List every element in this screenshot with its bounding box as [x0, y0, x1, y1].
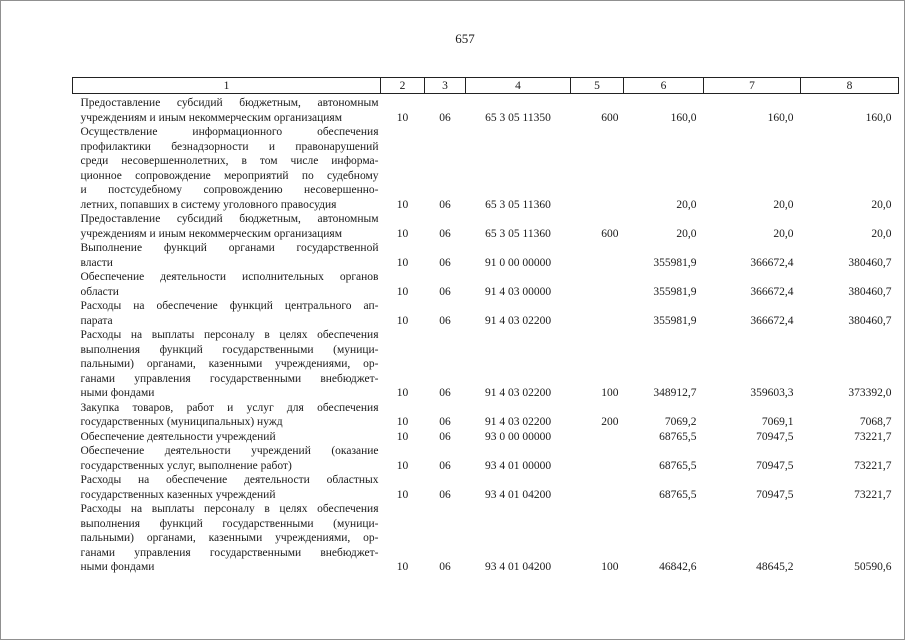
desc-line: пальными) органами, казенными учреждениями, ор-: [80, 358, 379, 370]
table-row: [73, 502, 899, 575]
table-cell: 10: [396, 416, 409, 428]
table-body: [73, 94, 899, 575]
table-row: [73, 270, 899, 299]
header-cell: 5: [571, 78, 624, 94]
table-cell: 10: [396, 561, 409, 573]
table-cell: 366672,4: [750, 285, 794, 298]
table-cell: 7069,2: [664, 416, 697, 428]
table-cell: 65 3 05 11360: [485, 198, 551, 211]
table-cell: 06: [439, 488, 451, 501]
desc-line: Предоставление субсидий бюджетным, автономным: [80, 213, 379, 225]
table-row: [73, 212, 899, 241]
row-description: [73, 125, 381, 212]
table-header-row: [73, 78, 899, 94]
header-cell: 2: [381, 78, 425, 94]
table-cell: 06: [439, 416, 451, 428]
table-cell: 91 4 03 02200: [484, 416, 552, 428]
desc-line: государственных услуг, выполнение работ): [80, 459, 292, 472]
table-cell: 160,0: [670, 111, 697, 124]
row-description: [73, 94, 381, 126]
table-cell: 10: [396, 285, 409, 298]
header-cell: 7: [704, 78, 801, 94]
table-cell: 380460,7: [848, 256, 892, 269]
table-cell: 600: [601, 227, 619, 240]
table-cell: 600: [601, 111, 619, 124]
desc-line: пальными) органами, казенными учреждениями, ор-: [80, 532, 379, 544]
table-cell: 48645,2: [756, 561, 794, 573]
table-cell: [571, 241, 624, 270]
table-cell: [571, 444, 624, 473]
header-cell: 6: [624, 78, 704, 94]
table-cell: 68765,5: [659, 488, 697, 501]
table-cell: 10: [396, 488, 409, 501]
table-row: [73, 125, 899, 212]
row-description: [73, 430, 381, 445]
table-cell: 06: [439, 285, 451, 298]
desc-line: ными фондами: [80, 387, 155, 399]
table-cell: 10: [396, 256, 409, 269]
table-cell: [571, 125, 624, 212]
table-cell: 70947,5: [756, 430, 794, 443]
desc-line: Обеспечение деятельности исполнительных органов: [80, 271, 379, 283]
table-cell: 20,0: [676, 227, 697, 240]
table-cell: 359603,3: [750, 387, 794, 399]
table-cell: [571, 430, 624, 445]
table-cell: 46842,6: [659, 561, 697, 573]
table-cell: 7069,1: [761, 416, 794, 428]
table-cell: 06: [439, 198, 451, 211]
table-cell: 68765,5: [659, 430, 697, 443]
table-cell: 93 4 01 04200: [484, 488, 552, 501]
table-cell: 68765,5: [659, 459, 697, 472]
desc-line: ными фондами: [80, 561, 155, 573]
table-row: [73, 473, 899, 502]
table-cell: 06: [439, 111, 451, 124]
row-description: [73, 270, 381, 299]
table-cell: 10: [396, 198, 409, 211]
row-description: [73, 502, 381, 575]
table-cell: 10: [396, 459, 409, 472]
table-cell: 380460,7: [848, 314, 892, 327]
table-cell: 20,0: [773, 227, 794, 240]
row-description: [73, 212, 381, 241]
row-description: [73, 299, 381, 328]
table-cell: 73221,7: [854, 488, 892, 501]
table-cell: 100: [601, 561, 619, 573]
desc-line: ганами управления государственными внебюджет-: [80, 372, 379, 385]
table-cell: 380460,7: [848, 285, 892, 298]
table-row: [73, 328, 899, 401]
page-number: 657: [455, 31, 475, 46]
table-cell: 91 0 00 00000: [484, 256, 552, 269]
table-cell: 06: [439, 256, 451, 269]
desc-line: учреждениям и иным некоммерческим организациям: [80, 111, 342, 124]
desc-line: парата: [80, 314, 113, 327]
desc-line: Закупка товаров, работ и услуг для обеспечения: [80, 401, 379, 414]
table-cell: 10: [396, 111, 409, 124]
table-cell: 70947,5: [756, 488, 794, 501]
desc-line: ганами управления государственными внебюджет-: [80, 546, 379, 559]
table-cell: 20,0: [676, 198, 697, 211]
desc-line: Расходы на обеспечение деятельности областных: [80, 474, 379, 486]
table-cell: 10: [396, 387, 409, 399]
header-cell: 4: [466, 78, 571, 94]
header-cell: 3: [425, 78, 466, 94]
desc-line: ционное сопровождение мероприятий по судебному: [80, 169, 379, 182]
table-cell: 160,0: [767, 111, 794, 124]
row-description: [73, 444, 381, 473]
table-cell: 348912,7: [653, 387, 697, 399]
table-cell: 10: [396, 314, 409, 327]
table-cell: [571, 299, 624, 328]
table-cell: 91 4 03 00000: [484, 285, 552, 298]
desc-line: выполнения функций государственными (муници-: [80, 343, 379, 356]
table-row: [73, 444, 899, 473]
table-cell: 20,0: [871, 227, 892, 240]
table-cell: 06: [439, 227, 451, 240]
table-cell: 93 4 01 00000: [484, 459, 552, 472]
table-row: [73, 94, 899, 126]
table-cell: [571, 473, 624, 502]
table-cell: 100: [601, 387, 619, 399]
desc-line: профилактики безнадзорности и правонарушений: [80, 140, 379, 153]
table-cell: 355981,9: [653, 285, 697, 298]
row-description: [73, 241, 381, 270]
table-cell: 160,0: [865, 111, 892, 124]
row-description: [73, 328, 381, 401]
desc-line: выполнения функций государственными (муници-: [80, 517, 379, 530]
desc-line: учреждениям и иным некоммерческим организациям: [80, 227, 342, 240]
desc-line: и постсудебному сопровождению несовершенно-: [80, 184, 379, 196]
desc-line: летних, попавших в систему уголовного правосудия: [80, 198, 337, 211]
table-row: [73, 299, 899, 328]
table-cell: 366672,4: [750, 256, 794, 269]
table-cell: 91 4 03 02200: [484, 387, 552, 399]
desc-line: Выполнение функций органами государственной: [80, 242, 379, 254]
table-cell: 355981,9: [653, 314, 697, 327]
desc-line: власти: [80, 256, 113, 269]
table-cell: 93 4 01 04200: [484, 561, 552, 573]
table-cell: 355981,9: [653, 256, 697, 269]
table-cell: 06: [439, 430, 451, 443]
table-cell: 20,0: [871, 198, 892, 211]
table-cell: 65 3 05 11350: [485, 111, 551, 124]
table-cell: 70947,5: [756, 459, 794, 472]
desc-line: Расходы на обеспечение функций центрального ап-: [80, 300, 379, 312]
desc-line: Расходы на выплаты персоналу в целях обеспечения: [80, 503, 379, 515]
header-cell: 1: [73, 78, 381, 94]
table-cell: 91 4 03 02200: [484, 314, 552, 327]
desc-line: Обеспечение деятельности учреждений (оказание: [80, 445, 379, 457]
desc-line: государственных казенных учреждений: [80, 488, 276, 501]
table-cell: 10: [396, 227, 409, 240]
table-cell: 7068,7: [859, 416, 892, 428]
table-row: [73, 430, 899, 445]
table-cell: 65 3 05 11360: [485, 227, 551, 240]
table-cell: 20,0: [773, 198, 794, 211]
table-cell: 06: [439, 459, 451, 472]
table-row: [73, 241, 899, 270]
table-row: [73, 401, 899, 430]
desc-line: государственных (муниципальных) нужд: [80, 416, 283, 428]
table-cell: 366672,4: [750, 314, 794, 327]
budget-table: [72, 77, 899, 575]
table-cell: 73221,7: [854, 430, 892, 443]
row-description: [73, 473, 381, 502]
table-header: [73, 78, 899, 94]
row-description: [73, 401, 381, 430]
table-cell: 73221,7: [854, 459, 892, 472]
desc-line: Предоставление субсидий бюджетным, автономным: [80, 97, 379, 109]
desc-line: Осуществление информационного обеспечения: [80, 126, 379, 138]
table-cell: 10: [396, 430, 409, 443]
table-cell: 06: [439, 387, 451, 399]
desc-line: Расходы на выплаты персоналу в целях обеспечения: [80, 329, 379, 341]
table-cell: 50590,6: [854, 561, 892, 573]
table-cell: [571, 270, 624, 299]
table-cell: 06: [439, 314, 451, 327]
desc-line: области: [80, 285, 119, 298]
desc-line: Обеспечение деятельности учреждений: [80, 430, 276, 443]
desc-line: среди несовершеннолетних, в том числе информа-: [80, 155, 379, 167]
header-cell: 8: [801, 78, 899, 94]
table-cell: 93 0 00 00000: [484, 430, 552, 443]
table-cell: 373392,0: [848, 387, 892, 399]
table-cell: 200: [601, 416, 619, 428]
table-cell: 06: [439, 561, 451, 573]
